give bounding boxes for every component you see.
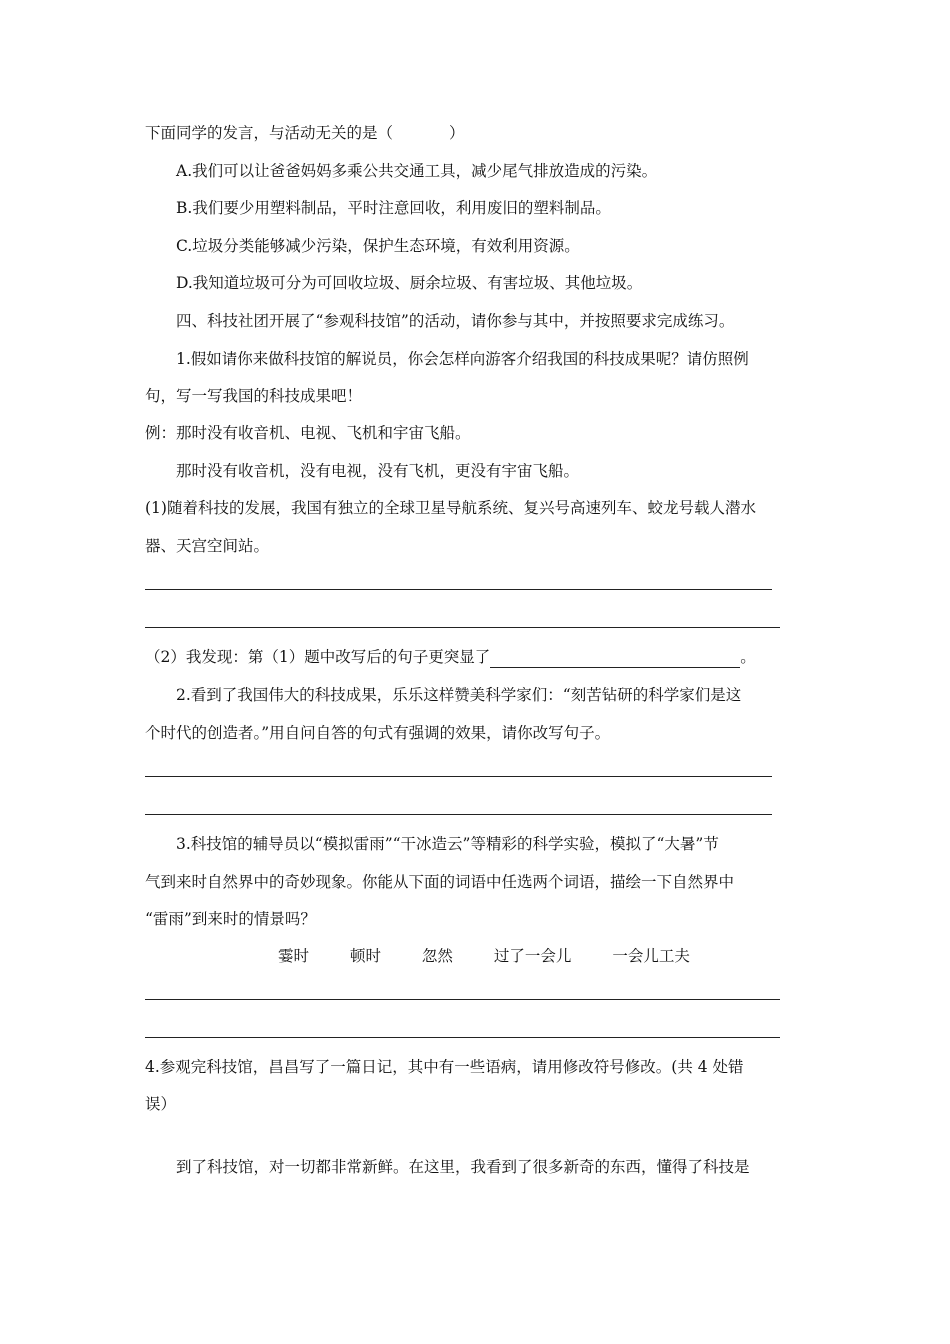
option-b: B.我们要少用塑料制品，平时注意回收，利用废旧的塑料制品。 xyxy=(176,199,611,217)
intro-question xyxy=(145,122,465,144)
q3-line1: 3.科技馆的辅导员以“模拟雷雨”“干冰造云”等精彩的科学实验，模拟了“大暑”节 xyxy=(176,835,719,853)
section4-title: 四、科技社团开展了“参观科技馆”的活动，请你参与其中，并按照要求完成练习。 xyxy=(176,312,735,330)
answer-line[interactable] xyxy=(145,627,780,628)
q4-line1: 4.参观完科技馆，昌昌写了一篇日记，其中有一些语病，请用修改符号修改。(共 4 处错 xyxy=(145,1058,744,1076)
word-bank-item: 一会儿工夫 xyxy=(612,947,690,965)
word-bank xyxy=(278,945,726,967)
example-line2: 那时没有收音机，没有电视，没有飞机，更没有宇宙飞船。 xyxy=(176,462,580,480)
q1-line1: 1.假如请你来做科技馆的解说员，你会怎样向游客介绍我国的科技成果呢？请仿照例 xyxy=(176,350,749,368)
q3-line3: “雷雨”到来时的情景吗？ xyxy=(145,910,316,928)
word-bank-item: 过了一会儿 xyxy=(493,947,572,965)
q1-sub2-prefix: （2）我发现：第（1）题中改写后的句子更突显了 xyxy=(145,648,491,666)
q1-sub1-line2: 器、天宫空间站。 xyxy=(145,537,270,555)
intro-close: ） xyxy=(449,124,465,142)
q2-line2: 个时代的创造者。”用自问自答的句式有强调的效果，请你改写句子。 xyxy=(145,724,611,742)
q4-line2: 误） xyxy=(145,1095,177,1113)
word-bank-item: 顿时 xyxy=(349,947,381,965)
q1-sub2-suffix: 。 xyxy=(740,648,756,666)
option-d: D.我知道垃圾可分为可回收垃圾、厨余垃圾、有害垃圾、其他垃圾。 xyxy=(176,274,643,292)
option-a: A.我们可以让爸爸妈妈多乘公共交通工具，减少尾气排放造成的污染。 xyxy=(176,162,658,180)
example-line1: 例：那时没有收音机、电视、飞机和宇宙飞船。 xyxy=(145,424,471,442)
answer-line[interactable] xyxy=(145,1037,780,1038)
answer-line[interactable] xyxy=(145,776,772,777)
intro-question-text: 下面同学的发言，与活动无关的是（ xyxy=(145,124,394,142)
word-bank-item: 霎时 xyxy=(278,947,310,965)
word-bank-item: 忽然 xyxy=(421,947,453,965)
option-c: C.垃圾分类能够减少污染，保护生态环境，有效利用资源。 xyxy=(176,237,580,255)
q1-sub2 xyxy=(145,646,756,668)
answer-line[interactable] xyxy=(145,999,780,1000)
q1-line2: 句，写一写我国的科技成果吧！ xyxy=(145,387,363,405)
answer-line[interactable] xyxy=(145,589,772,590)
diary-line1: 到了科技馆，对一切都非常新鲜。在这里，我看到了很多新奇的东西，懂得了科技是 xyxy=(176,1158,750,1176)
answer-line[interactable] xyxy=(145,814,772,815)
q3-line2: 气到来时自然界中的奇妙现象。你能从下面的词语中任选两个词语，描绘一下自然界中 xyxy=(145,873,735,891)
q1-sub1-line1: (1)随着科技的发展，我国有独立的全球卫星导航系统、复兴号高速列车、蛟龙号载人潜水 xyxy=(145,499,756,517)
q2-line1: 2.看到了我国伟大的科技成果，乐乐这样赞美科学家们：“刻苦钻研的科学家们是这 xyxy=(176,686,742,704)
fill-blank[interactable] xyxy=(490,649,740,668)
